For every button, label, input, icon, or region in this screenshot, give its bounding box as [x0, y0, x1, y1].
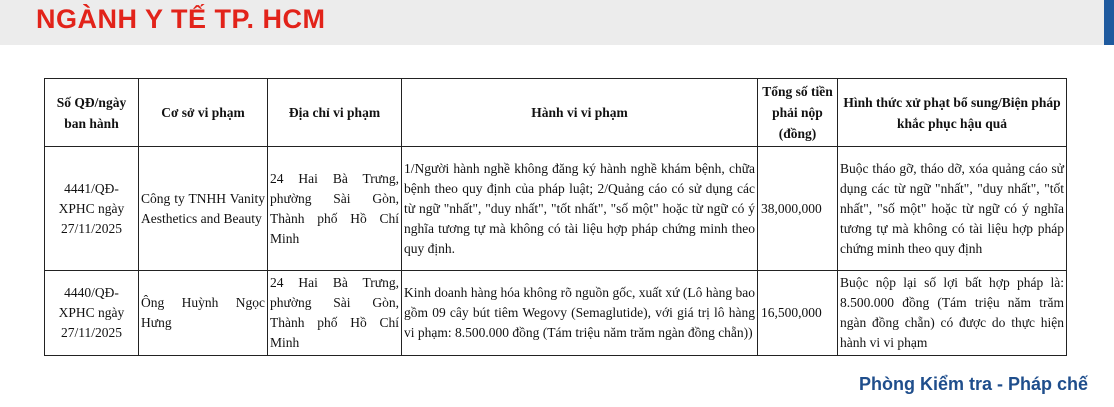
amount-cell: 16,500,000: [758, 271, 838, 356]
violation-cell: Kinh doanh hàng hóa không rõ nguồn gốc, xuất xứ (Lô hàng bao gồm 09 cây bút tiêm Wegovy (Semaglutide), với giá trị lô hàng vi phạm: 8.500.000 đồng (Tám triệu năm trăm ngàn đồng chẵn)): [402, 271, 758, 356]
page-title: NGÀNH Y TẾ TP. HCM: [36, 4, 326, 34]
remedy-cell: Buộc nộp lại số lợi bất hợp pháp là: 8.500.000 đồng (Tám triệu năm trăm ngàn đồng chẵn) có được do thực hiện hành vi vi phạm: [838, 271, 1067, 356]
accent-bar: [1104, 0, 1114, 45]
violation-cell: 1/Người hành nghề không đăng ký hành nghề khám bệnh, chữa bệnh theo quy định của pháp luật; 2/Quảng cáo có sử dụng các từ ngữ "nhất", "duy nhất", "tốt nhất", "số một" hoặc từ ngữ có ý nghĩa tương tự mà không có tài liệu hợp pháp chứng minh theo quy định.: [402, 147, 758, 271]
column-header: Hành vi vi phạm: [402, 79, 758, 147]
facility-cell: Ông Huỳnh Ngọc Hưng: [139, 271, 268, 356]
decision-cell: 4440/QĐ-XPHC ngày 27/11/2025: [45, 271, 139, 356]
facility-cell: Công ty TNHH Vanity Aesthetics and Beauty: [139, 147, 268, 271]
remedy-cell: Buộc tháo gỡ, tháo dỡ, xóa quảng cáo sử dụng các từ ngữ "nhất", "duy nhất", "tốt nhất", "số một" hoặc từ ngữ có ý nghĩa tương tự mà không có tài liệu hợp pháp chứng minh theo quy định: [838, 147, 1067, 271]
decision-cell: 4441/QĐ-XPHC ngày 27/11/2025: [45, 147, 139, 271]
table-row: [45, 271, 1067, 356]
column-header: Tổng số tiền phải nộp (đồng): [758, 79, 838, 147]
column-header: Số QĐ/ngày ban hành: [45, 79, 139, 147]
column-header: Hình thức xử phạt bổ sung/Biện pháp khắc phục hậu quả: [838, 79, 1067, 147]
address-cell: 24 Hai Bà Trưng, phường Sài Gòn, Thành phố Hồ Chí Minh: [268, 147, 402, 271]
violations-table: [44, 78, 1067, 356]
column-header: Địa chỉ vi phạm: [268, 79, 402, 147]
department-footer: Phòng Kiểm tra - Pháp chế: [858, 374, 1088, 394]
address-cell: 24 Hai Bà Trưng, phường Sài Gòn, Thành phố Hồ Chí Minh: [268, 271, 402, 356]
violations-table-container: [44, 78, 1066, 356]
column-header: Cơ sở vi phạm: [139, 79, 268, 147]
table-row: [45, 147, 1067, 271]
amount-cell: 38,000,000: [758, 147, 838, 271]
table-header-row: [45, 79, 1067, 147]
